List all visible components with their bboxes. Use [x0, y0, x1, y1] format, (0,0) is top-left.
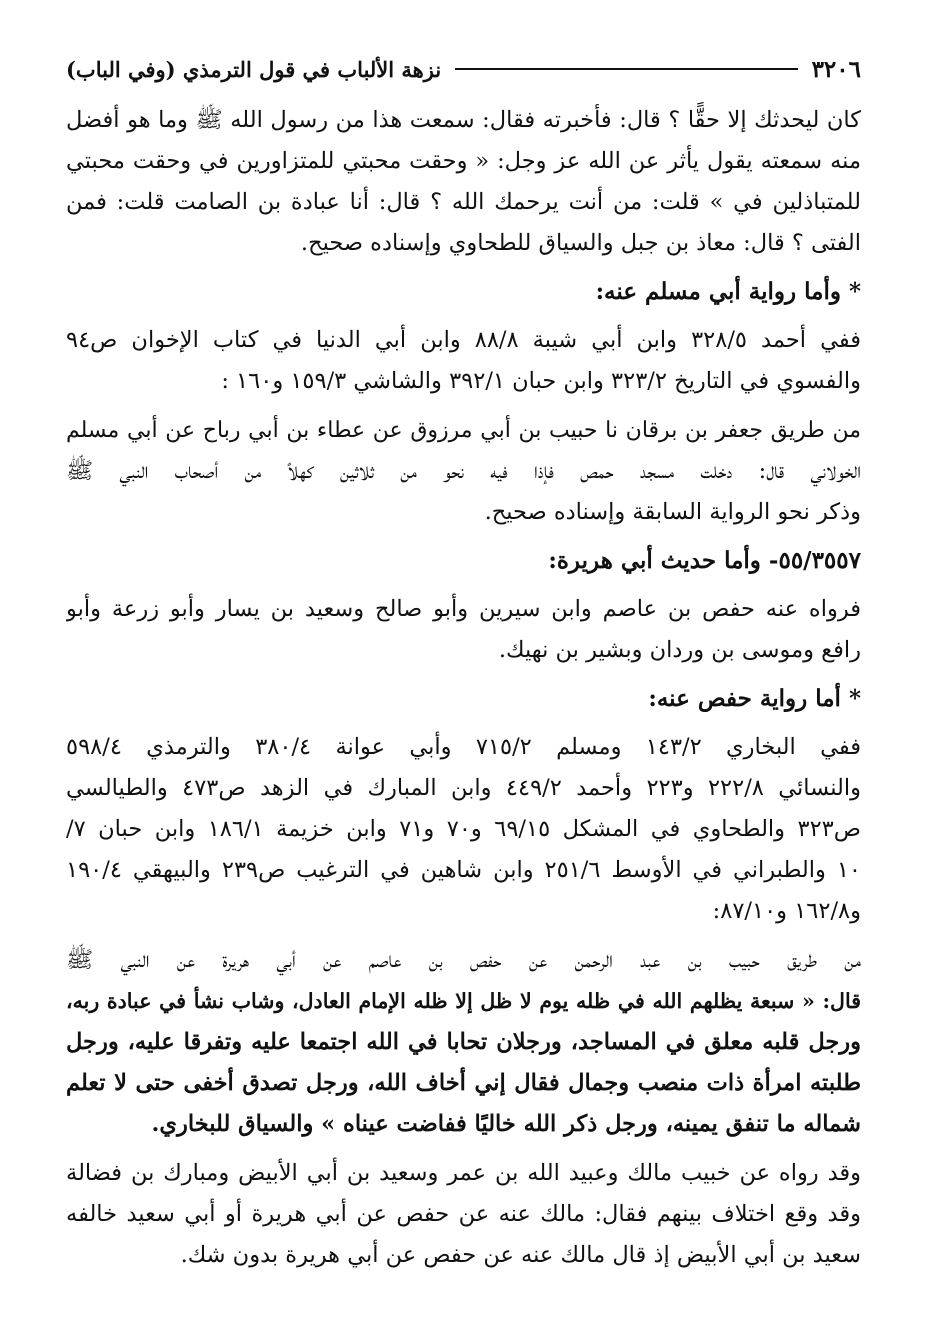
paragraph: [66, 410, 861, 533]
page-body: [66, 100, 861, 1284]
text-line: والنسائي ٢٢٢/٨ و٢٢٣ وأحمد ٤٤٩/٢ وابن المبارك في الزهد ص٤٧٣ والطيالسي: [66, 775, 861, 801]
text-line: ص٣٢٣ والطحاوي في المشكل ٦٩/١٥ و٧٠ و٧١ وابن خزيمة ١٨٦/١ وابن حبان ٧/: [66, 816, 861, 842]
text-line: ١٠ والطبراني في الأوسط ٢٥١/٦ وابن شاهين في الترغيب ص٢٣٩ والبيهقي ١٩٠/٤: [66, 857, 861, 883]
text-line: من طريق جعفر بن برقان نا حبيب بن أبي مرزوق عن عطاء بن أبي رباح عن أبي مسلم: [66, 418, 861, 443]
text-line: الخولاني قال: دخلت مسجد حمص فإذا فيه نحو من ثلاثين كهلاً من أصحاب النبي ﷺ: [66, 458, 861, 484]
paragraph: [66, 100, 861, 264]
text-line: منه سمعته يقول يأثر عن الله عز وجل: « وحقت محبتي للمتزاورين في وحقت محبتي: [66, 148, 861, 174]
text-line: للمتباذلين في » قلت: من أنت يرحمك الله ؟ قال: أنا عبادة بن الصامت قلت: فمن: [66, 189, 861, 215]
section-heading: ٥٥/٣٥٥٧- وأما حديث أبي هريرة:: [548, 547, 861, 574]
paragraph: [66, 940, 861, 1145]
text-line: ورجل قلبه معلق في المساجد، ورجلان تحابا في الله اجتمعا عليه وتفرقا عليه، ورجل: [66, 1029, 861, 1055]
text-line: قال: « سبعة يظلهم الله في ظله يوم لا ظل إلا ظله الإمام العادل، وشاب نشأ في عبادة ربه،: [66, 989, 861, 1013]
text-line: من طريق حبيب بن عبد الرحمن عن حفص بن عاصم عن أبي هريرة عن النبي ﷺ: [66, 947, 861, 973]
text-line: و١٦٢/٨ و٨٧/١٠:: [712, 898, 861, 924]
page-header: [66, 52, 861, 86]
text-line: وقد رواه عن خبيب مالك وعبيد الله بن عمر وسعيد بن أبي الأبيض ومبارك بن فضالة: [66, 1160, 861, 1186]
text-line: طلبته امرأة ذات منصب وجمال فقال إني أخاف الله، ورجل تصدق أخفى حتى لا تعلم: [66, 1070, 861, 1096]
section-heading: * وأما رواية أبي مسلم عنه:: [595, 278, 861, 305]
paragraph: [66, 320, 861, 402]
running-title: نزهة الألباب في قول الترمذي (وفي الباب): [66, 56, 442, 82]
text-line: وذكر نحو الرواية السابقة وإسناده صحيح.: [484, 499, 861, 525]
text-line: رافع وموسى بن وردان وبشير بن نهيك.: [498, 637, 861, 663]
paragraph: [66, 727, 861, 932]
text-line: سعيد بن أبي الأبيض إذ قال مالك عنه عن حفص عن أبي هريرة بدون شك.: [180, 1242, 861, 1268]
text-line: والفسوي في التاريخ ٣٢٣/٢ وابن حبان ٣٩٢/١ والشاشي ١٥٩/٣ و١٦٠ :: [221, 368, 861, 394]
text-line: الفتى ؟ قال: معاذ بن جبل والسياق للطحاوي وإسناده صحيح.: [300, 230, 861, 256]
paragraph: [66, 589, 861, 671]
text-line: ففي البخاري ١٤٣/٢ ومسلم ٧١٥/٢ وأبي عوانة ٣٨٠/٤ والترمذي ٥٩٨/٤: [66, 734, 861, 760]
paragraph: [66, 1153, 861, 1276]
page-number: ٣٢٠٦: [811, 55, 861, 83]
text-line: فرواه عنه حفص بن عاصم وابن سيرين وأبو صالح وسعيد بن يسار وأبو زرعة وأبو: [66, 596, 861, 622]
text-line: شماله ما تنفق يمينه، ورجل ذكر الله خاليًا ففاضت عيناه » والسياق للبخاري.: [151, 1111, 861, 1137]
text-line: وقد وقع اختلاف بينهم فقال: مالك عنه عن حفص عن أبي هريرة أو أبي سعيد خالفه: [66, 1201, 861, 1227]
text-line: كان ليحدثك إلا حقًّا ؟ قال: فأخبرته فقال: سمعت هذا من رسول الله ﷺ وما هو أفضل: [66, 107, 861, 133]
section-heading: * أما رواية حفص عنه:: [648, 685, 861, 712]
text-line: ففي أحمد ٣٢٨/٥ وابن أبي شيبة ٨٨/٨ وابن أبي الدنيا في كتاب الإخوان ص٩٤: [66, 327, 861, 353]
header-rule: [455, 68, 797, 70]
